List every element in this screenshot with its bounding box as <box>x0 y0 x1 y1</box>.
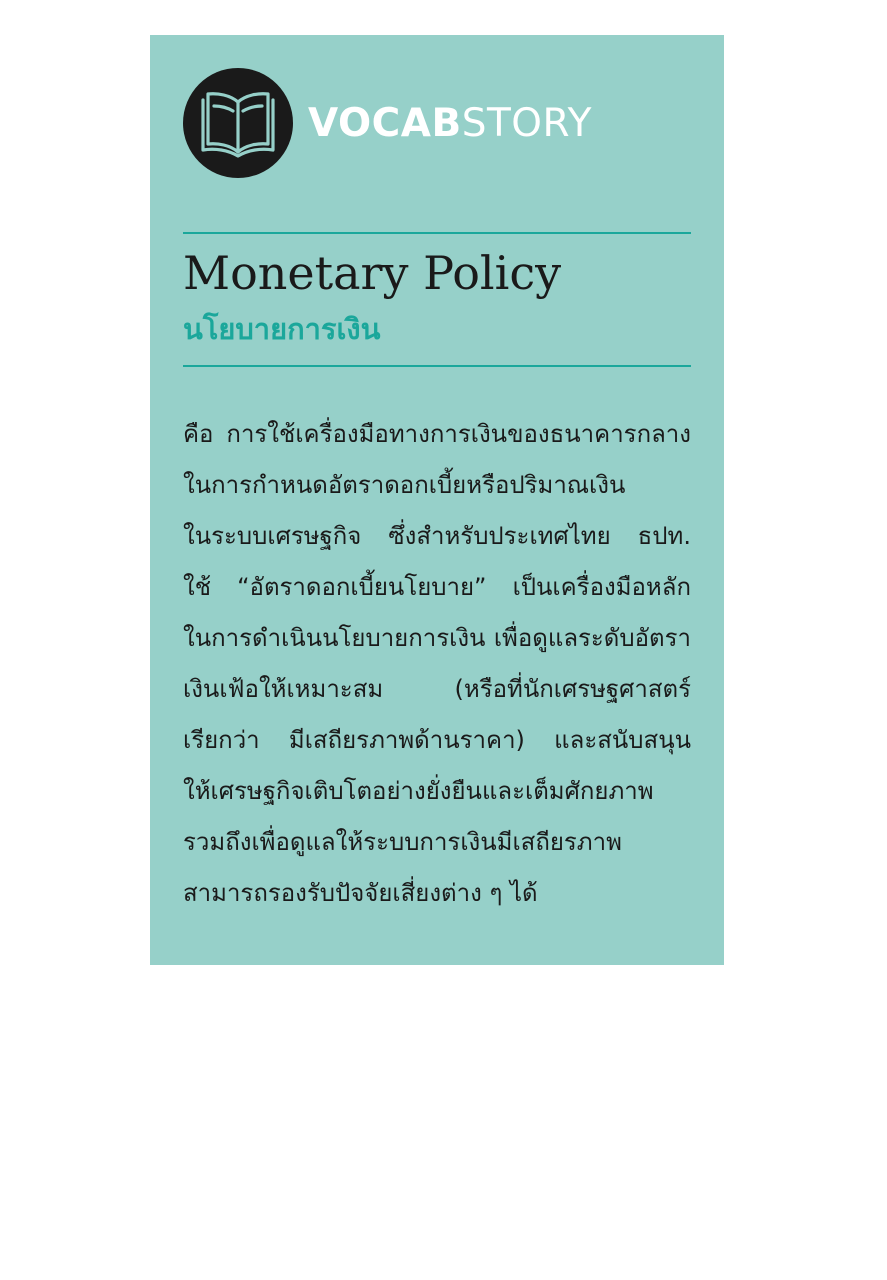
definition-text <box>183 409 691 919</box>
term-thai: นโยบายการเงิน <box>183 312 381 346</box>
definition-line: คือ การใช้เครื่องมือทางการเงินของธนาคารกลาง <box>183 420 691 448</box>
open-book-icon <box>200 88 276 158</box>
definition-line: ในการดำเนินนโยบายการเงิน เพื่อดูแลระดับอัตรา <box>183 624 691 652</box>
definition-line: สามารถรองรับปัจจัยเสี่ยงต่าง ๆ ได้ <box>183 879 538 907</box>
divider-bottom <box>183 365 691 367</box>
definition-line: ใช้ “อัตราดอกเบี้ยนโยบาย” เป็นเครื่องมือหลัก <box>183 573 691 601</box>
logo-badge <box>183 68 293 178</box>
definition-line: เงินเฟ้อให้เหมาะสม (หรือที่นักเศรษฐศาสตร์ <box>183 675 691 703</box>
brand-story: STORY <box>461 101 592 146</box>
vocab-card <box>150 35 724 965</box>
definition-line: ในระบบเศรษฐกิจ ซึ่งสำหรับประเทศไทย ธปท. <box>183 522 691 550</box>
definition-line: เรียกว่า มีเสถียรภาพด้านราคา) และสนับสนุน <box>183 726 691 754</box>
term-english: Monetary Policy <box>183 246 562 300</box>
brand-vocab: VOCAB <box>308 101 462 146</box>
definition-line: รวมถึงเพื่อดูแลให้ระบบการเงินมีเสถียรภาพ <box>183 828 622 856</box>
definition-line: ให้เศรษฐกิจเติบโตอย่างยั่งยืนและเต็มศักยภาพ <box>183 777 654 805</box>
brand-wordmark <box>308 99 592 149</box>
divider-top <box>183 232 691 234</box>
definition-line: ในการกำหนดอัตราดอกเบี้ยหรือปริมาณเงิน <box>183 471 626 499</box>
